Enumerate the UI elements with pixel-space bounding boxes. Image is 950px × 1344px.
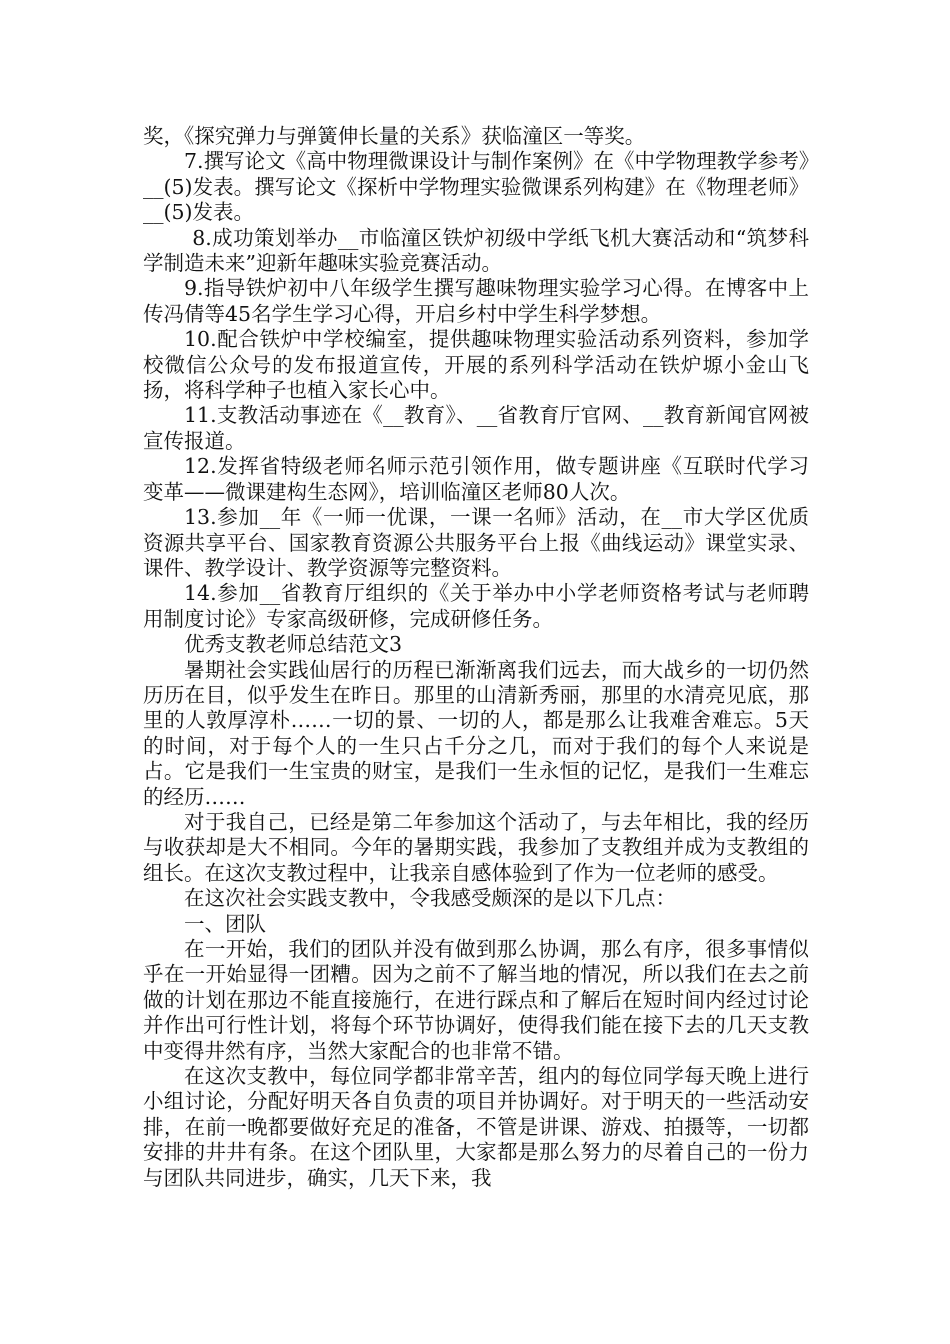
paragraph-intro: 暑期社会实践仙居行的历程已渐渐离我们远去，而大战乡的一切仍然历历在目，似乎发生在昨日。那里的山清新秀丽，那里的水清亮见底，那里的人敦厚淳朴……一切的景、一切的人，都是那么让我难舍难忘。5天的时间，对于每个人的一生只占千分之几，而对于我们的每个人来说是占。它是我们一生宝贵的财宝，是我们一生永恒的记忆，是我们一生难忘的经历…… [143, 657, 809, 809]
paragraph-team-work: 在这次支教中，每位同学都非常辛苦，组内的每位同学每天晚上进行小组讨论，分配好明天各自负责的项目并协调好。对于明天的一些活动安排，在前一晚都要做好充足的准备，不管是讲课、游戏、拍摄等，一切都安排的井井有条。在这个团队里，大家都是那么努力的尽着自己的一份力与团队共同进步，确实，几天下来，我 [143, 1064, 809, 1190]
subheading-team: 一、团队 [184, 911, 266, 936]
section-heading: 优秀支教老师总结范文3 [184, 632, 403, 657]
paragraph-item-12: 12.发挥省特级老师名师示范引领作用，做专题讲座《互联时代学习变革——微课建构生态网》，培训临潼区老师80人次。 [143, 454, 809, 504]
paragraph-item-7: 7.撰写论文《高中物理微课设计与制作案例》在《中学物理教学参考》__(5)发表。撰写论文《探析中学物理实验微课系列构建》在《物理老师》__(5)发表。 [143, 149, 809, 225]
paragraph-item-13: 13.参加__年《一师一优课，一课一名师》活动，在__市大学区优质资源共享平台、国家教育资源公共服务平台上报《曲线运动》课堂实录、课件、教学设计、教学资源等完整资料。 [143, 505, 809, 580]
document-page [143, 124, 809, 1191]
paragraph-item-10: 10.配合铁炉中学校编室，提供趣味物理实验活动系列资料，参加学校微信公众号的发布报道宣传，开展的系列科学活动在铁炉塬小金山飞扬，将科学种子也植入家长心中。 [143, 327, 809, 403]
paragraph-item-14: 14.参加__省教育厅组织的《关于举办中小学老师资格考试与老师聘用制度讨论》专家高级研修，完成研修任务。 [143, 581, 809, 631]
paragraph-award-continuation: 奖，《探究弹力与弹簧伸长量的关系》获临潼区一等奖。 [143, 124, 646, 148]
paragraph-self: 对于我自己，已经是第二年参加这个活动了，与去年相比，我的经历与收获却是大不相同。今年的暑期实践，我参加了支教组并成为支教组的组长。在这次支教过程中，让我亲自感体验到了作为一位老师的感受。 [143, 809, 809, 885]
paragraph-item-11: 11.支教活动事迹在《__教育》、__省教育厅官网、__教育新闻官网被宣传报道。 [143, 403, 809, 453]
paragraph-item-8: 8.成功策划举办__市临潼区铁炉初级中学纸飞机大赛活动和“筑梦科学制造未来”迎新年趣味实验竞赛活动。 [143, 225, 809, 276]
paragraph-item-9: 9.指导铁炉初中八年级学生撰写趣味物理实验学习心得。在博客中上传冯倩等45名学生学习心得，开启乡村中学生科学梦想。 [143, 276, 809, 326]
paragraph-team-start: 在一开始，我们的团队并没有做到那么协调，那么有序，很多事情似乎在一开始显得一团糟。因为之前不了解当地的情况，所以我们在去之前做的计划在那边不能直接施行，在进行踩点和了解后在短时间内经过讨论并作出可行性计划，将每个环节协调好，使得我们能在接下去的几天支教中变得井然有序，当然大家配合的也非常不错。 [143, 937, 809, 1063]
paragraph-feelings-lead: 在这次社会实践支教中，令我感受颇深的是以下几点： [184, 886, 676, 911]
